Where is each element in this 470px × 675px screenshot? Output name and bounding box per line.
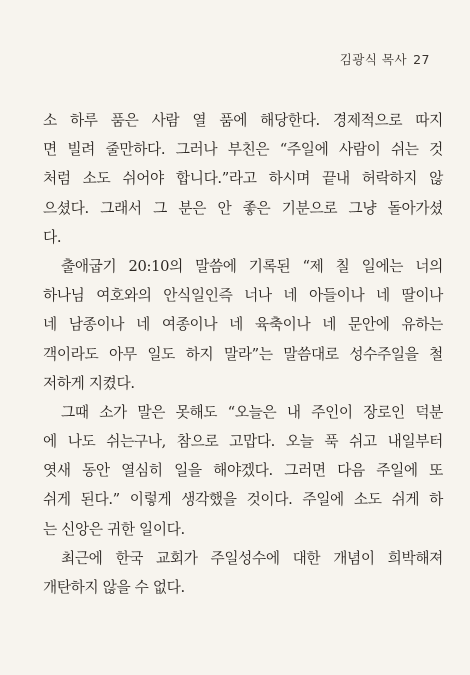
text-line: 소 하루 품은 사람 열 품에 해당한다. 경제적으로 따지 — [43, 112, 443, 129]
text-line: 엿새 동안 열심히 일을 해야겠다. 그러면 다음 주일에 또 — [43, 462, 443, 480]
body-text — [43, 106, 443, 602]
text-line: 면 빌려 줄만하다. 그러나 부친은 “주일에 사람이 쉬는 것 — [43, 141, 443, 159]
text-line: 는 신앙은 귀한 일이다. — [43, 520, 185, 538]
paragraph-2 — [43, 252, 443, 398]
text-line: 객이라도 아무 일도 하지 말라”는 말씀대로 성수주일을 철 — [43, 345, 443, 363]
text-line: 쉬게 된다.” 이렇게 생각했을 것이다. 주일에 소도 쉬게 하 — [43, 491, 443, 509]
text-line: 처럼 소도 쉬어야 합니다.”라고 하시며 끝내 허락하지 않 — [43, 170, 443, 188]
text-line: 으셨다. 그래서 그 분은 안 좋은 기분으로 그냥 돌아가셨 — [43, 199, 443, 217]
text-line: 최근에 한국 교회가 주일성수에 대한 개념이 희박해져 — [61, 549, 443, 567]
text-line: 하나님 여호와의 안식일인즉 너나 네 아들이나 네 딸이나 — [43, 287, 443, 305]
text-line: 그때 소가 말은 못해도 “오늘은 내 주인이 장로인 덕분 — [61, 403, 443, 421]
text-line: 출애굽기 20:10의 말씀에 기록된 “제 칠 일에는 너의 — [61, 257, 443, 275]
header-author: 김광식 목사 — [339, 52, 408, 67]
text-line: 에 나도 쉬는구나, 참으로 고맙다. 오늘 푹 쉬고 내일부터 — [43, 433, 443, 451]
paragraph-4 — [43, 544, 443, 602]
text-line: 개탄하지 않을 수 없다. — [43, 579, 185, 596]
running-header — [340, 50, 430, 68]
paragraph-1 — [43, 106, 443, 252]
text-line: 네 남종이나 네 여종이나 네 육축이나 네 문안에 유하는 — [43, 316, 443, 334]
text-line: 다. — [43, 228, 62, 246]
text-line: 저하게 지켰다. — [43, 374, 135, 392]
page-number: 27 — [413, 52, 430, 67]
paragraph-3 — [43, 398, 443, 544]
